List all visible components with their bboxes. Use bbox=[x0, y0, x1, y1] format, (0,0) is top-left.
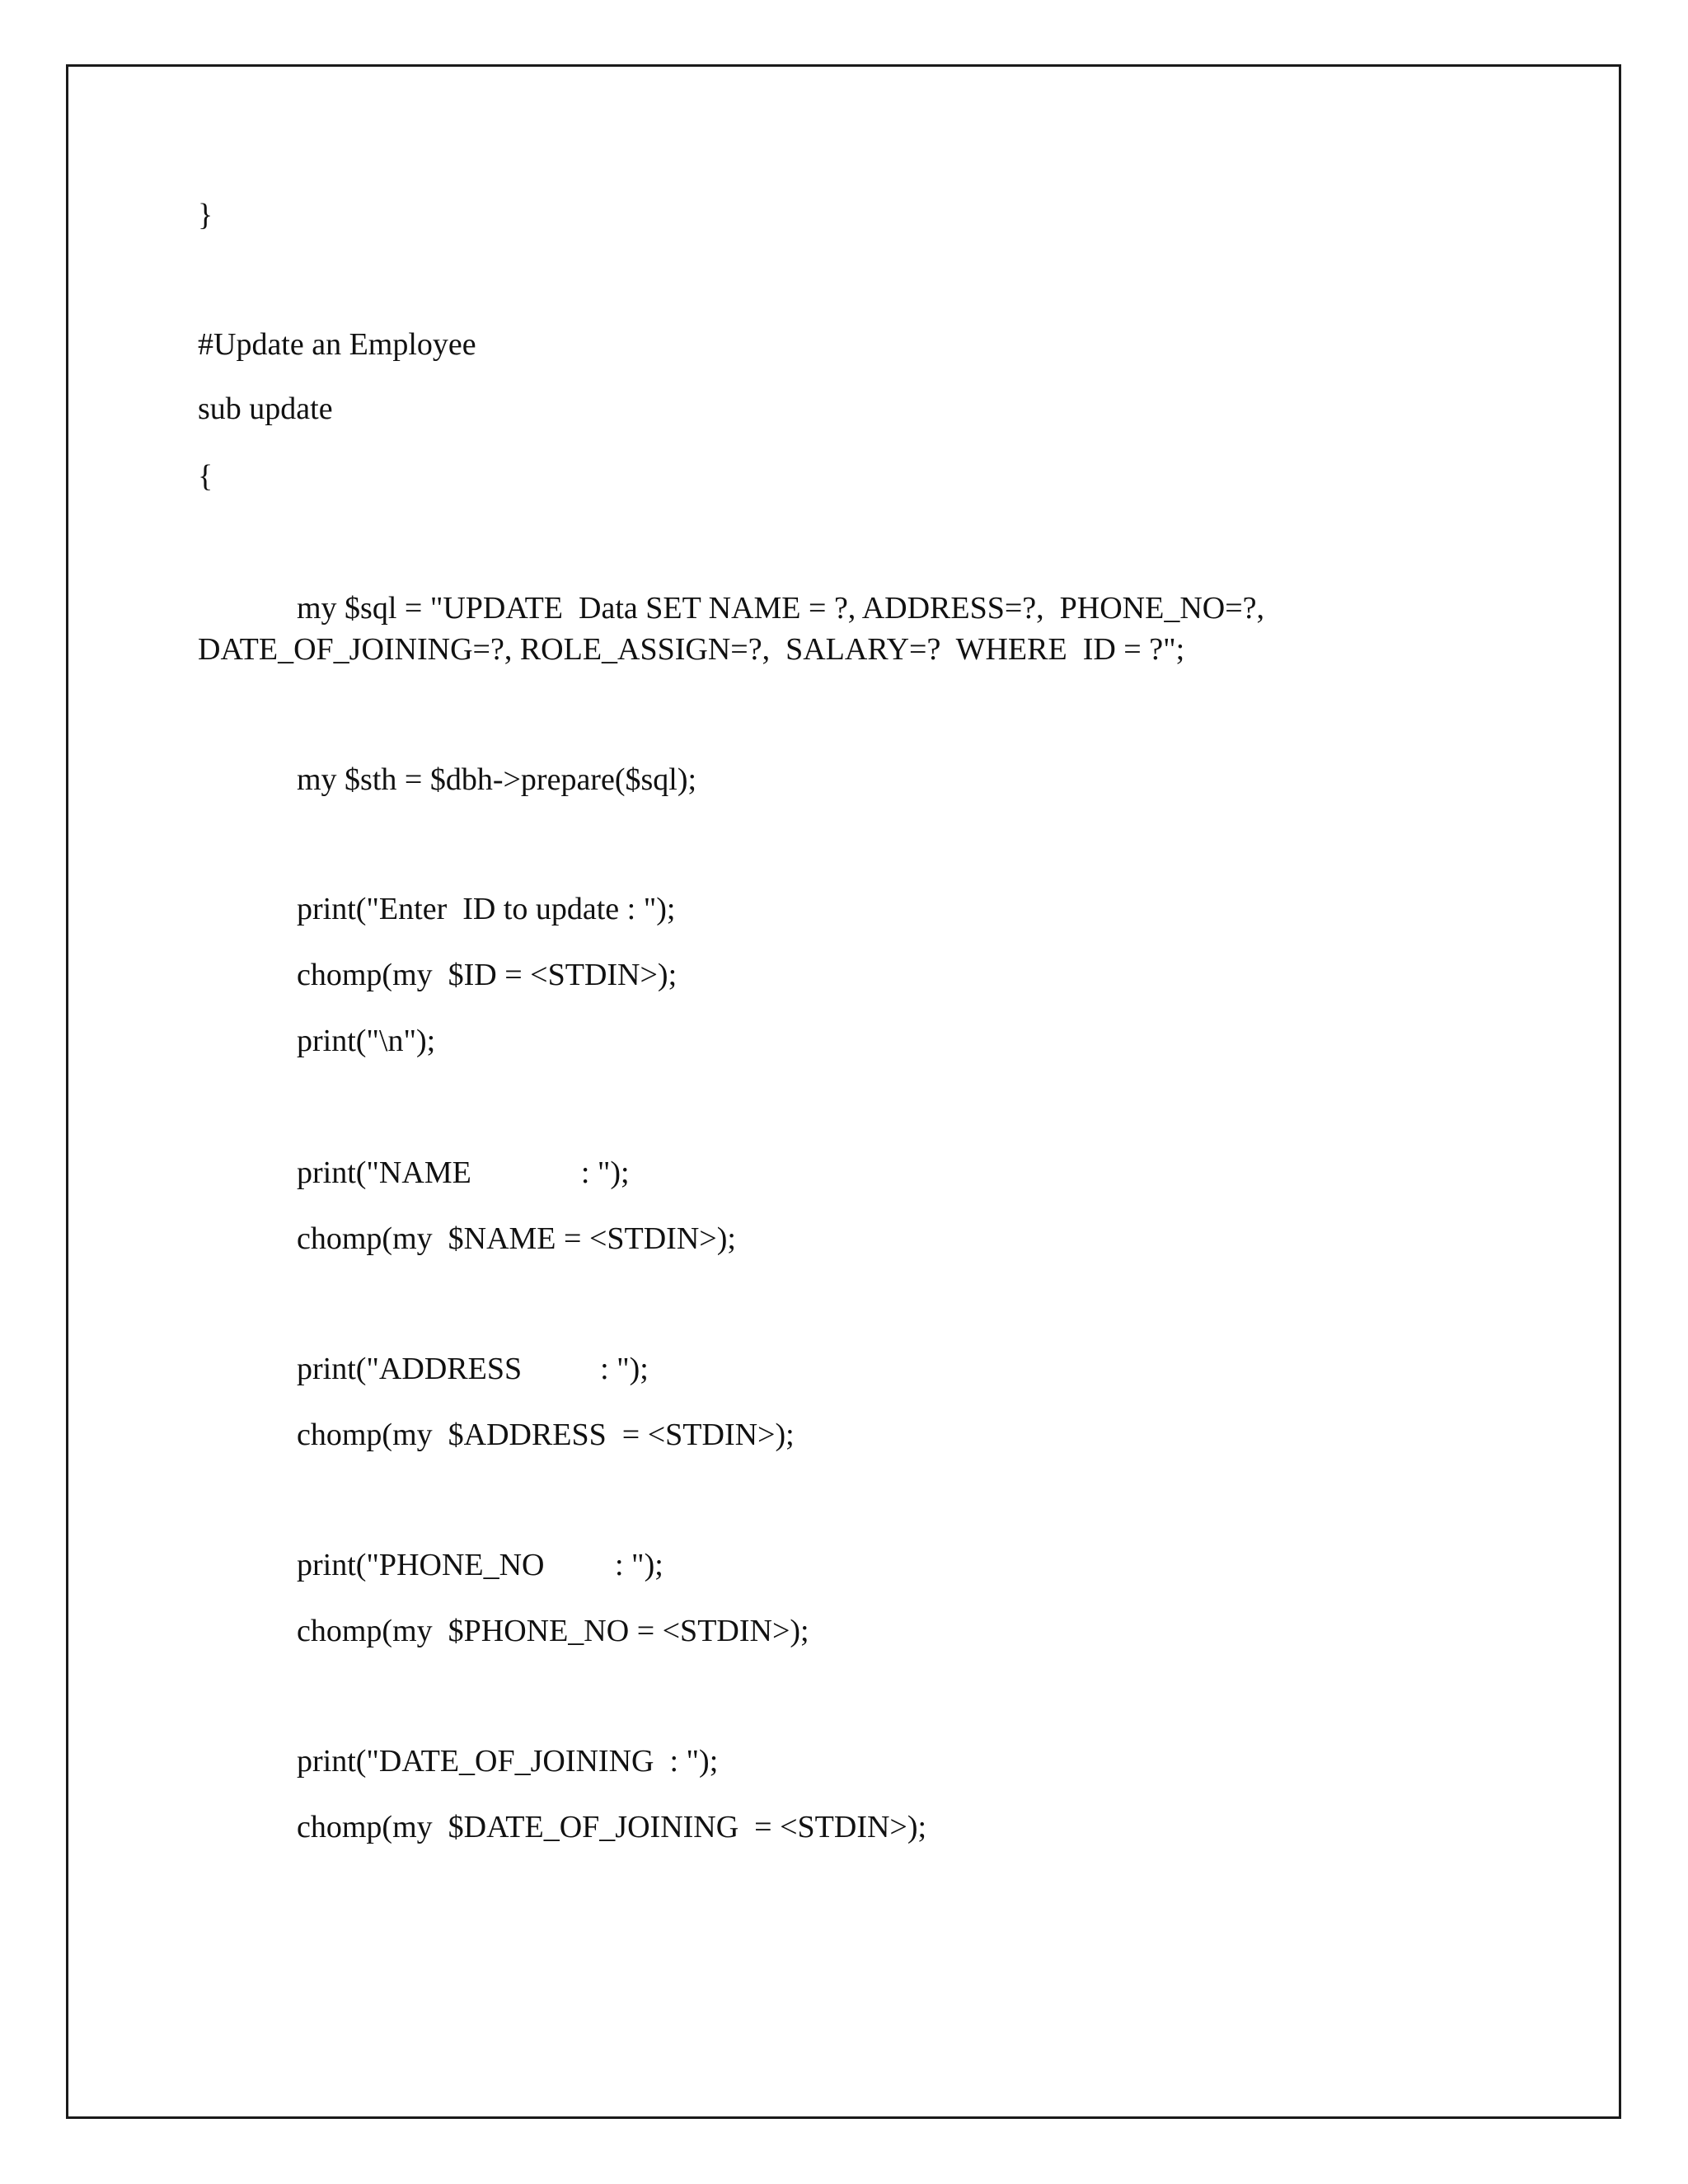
chomp-name: chomp(my $NAME = <STDIN>); bbox=[297, 1221, 736, 1256]
closing-brace: } bbox=[198, 198, 213, 232]
print-date-of-joining: print("DATE_OF_JOINING : "); bbox=[297, 1744, 719, 1779]
print-newline: print("\n"); bbox=[297, 1024, 436, 1058]
comment-update-employee: #Update an Employee bbox=[198, 327, 476, 362]
chomp-id: chomp(my $ID = <STDIN>); bbox=[297, 958, 678, 992]
chomp-phone-no: chomp(my $PHONE_NO = <STDIN>); bbox=[297, 1614, 809, 1648]
sub-update-declaration: sub update bbox=[198, 391, 333, 426]
sql-statement-line-1: my $sql = "UPDATE Data SET NAME = ?, ADDRESS=?, PHONE_NO=?, bbox=[297, 591, 1265, 626]
sql-statement-line-2: DATE_OF_JOINING=?, ROLE_ASSIGN=?, SALARY=? WHERE ID = ?"; bbox=[198, 632, 1185, 667]
print-enter-id: print("Enter ID to update : "); bbox=[297, 892, 676, 926]
print-name: print("NAME : "); bbox=[297, 1155, 630, 1190]
print-phone-no: print("PHONE_NO : "); bbox=[297, 1548, 663, 1582]
chomp-date-of-joining: chomp(my $DATE_OF_JOINING = <STDIN>); bbox=[297, 1810, 927, 1844]
chomp-address: chomp(my $ADDRESS = <STDIN>); bbox=[297, 1418, 795, 1452]
print-address: print("ADDRESS : "); bbox=[297, 1352, 649, 1386]
prepare-statement: my $sth = $dbh->prepare($sql); bbox=[297, 762, 697, 797]
open-brace: { bbox=[198, 459, 213, 494]
